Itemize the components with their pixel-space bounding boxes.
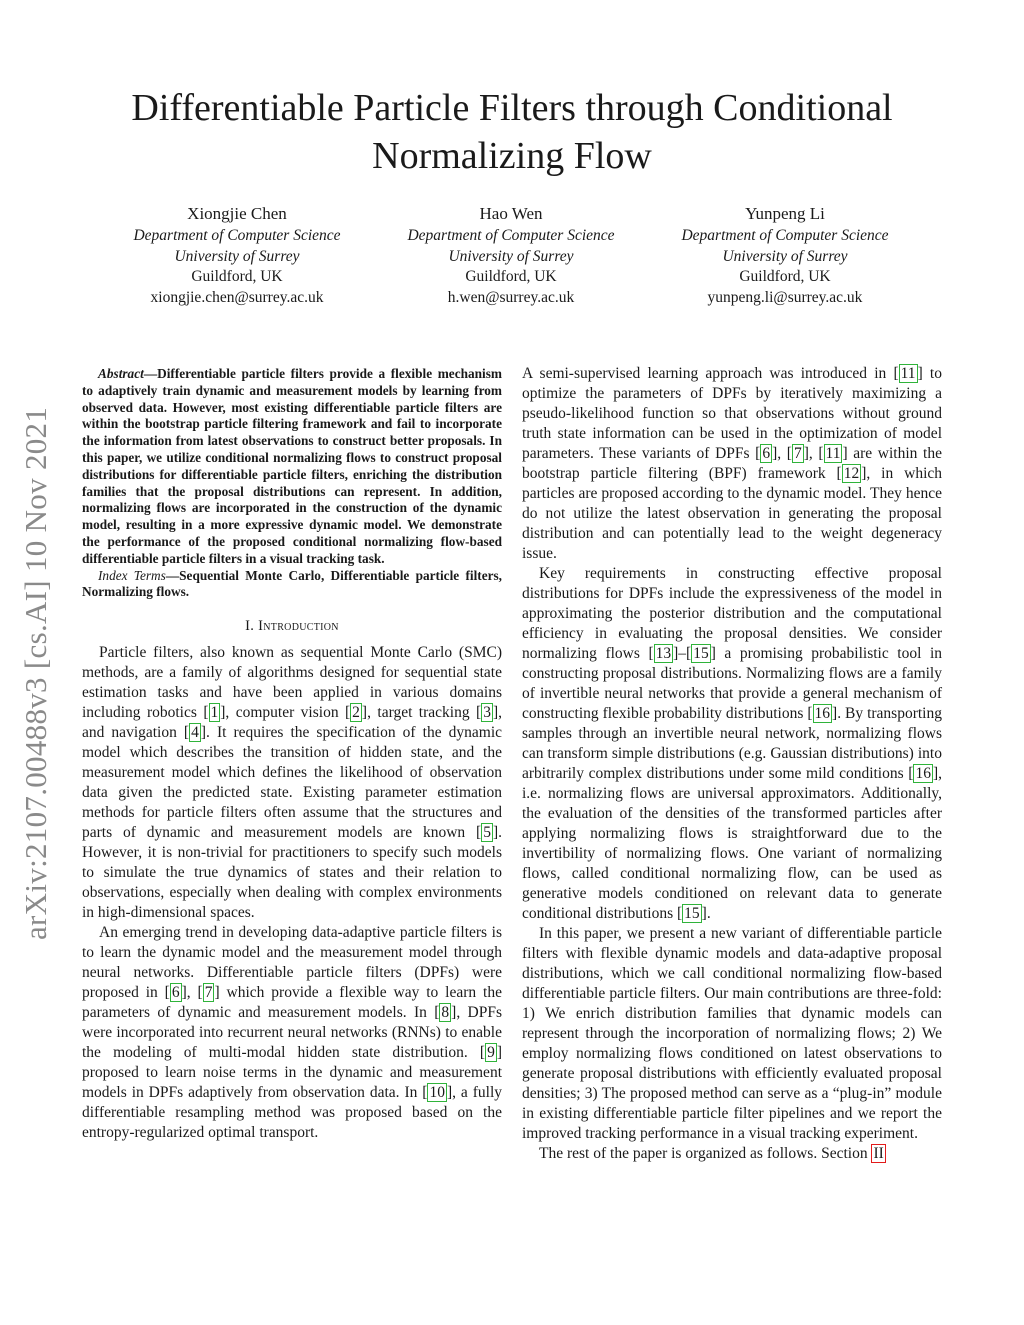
paragraph bbox=[522, 1144, 942, 1164]
author-email: yunpeng.li@surrey.ac.uk bbox=[707, 288, 863, 306]
text-run: to optimize the parameters of DPFs by iteratively maximizing a pseudo-likelihood function so that observations without ground truth state information can be used in the optimization of model parameters. These variants of DPFs bbox=[522, 365, 942, 462]
author-name: Yunpeng Li bbox=[745, 204, 825, 223]
text-run: In this paper, we present a new variant of differentiable particle filters with flexible dynamic models and data-adaptive proposal distributions, which we call conditional normalizing flow-based differentiable particle filters. Our main contributions are three-fold: 1) We enrich distribution families that dynamic models can represent through the incorporation of normalizing flows; 2) We employ normalizing flows conditioned on latest observations to generate proposal distributions with efficiently evaluated proposal densities; 3) The proposed method can serve as a “plug-in” module in existing differentiable particle filter pipelines and we report the improved tracking performance in a visual tracking experiment. bbox=[522, 925, 942, 1142]
text-run: . By transporting samples through an invertible neural network, normalizing flows can transform simple distributions (e.g. Gaussian distributions) into arbitrarily complex distributions under some mild conditions bbox=[522, 705, 942, 782]
author-email: h.wen@surrey.ac.uk bbox=[447, 288, 575, 306]
citation-link[interactable]: 2 bbox=[352, 704, 360, 722]
citation-link[interactable]: 15 bbox=[684, 905, 700, 922]
text-run: proposed to learn noise terms in the dynamic and measurement models in DPFs adaptively from observation data. In bbox=[82, 1064, 502, 1102]
author-dept: Department of Computer Science bbox=[681, 227, 889, 244]
author-name: Xiongjie Chen bbox=[187, 204, 287, 223]
citation-link[interactable]: 9 bbox=[487, 1044, 495, 1062]
citation-link[interactable]: 11 bbox=[900, 365, 916, 382]
paragraph bbox=[522, 924, 942, 1144]
citation-link[interactable]: 15 bbox=[693, 645, 709, 662]
author-dept: Department of Computer Science bbox=[133, 227, 341, 244]
author-name: Hao Wen bbox=[479, 204, 543, 223]
citation-link[interactable]: 11 bbox=[825, 445, 841, 462]
abstract-label: Abstract bbox=[98, 366, 144, 381]
text-run: . It requires the specification of the dynamic model which describes the transition of hidden state, and the measurement model which defines the likelihood of observation data given the predicted state. Existing parameter estimation methods for particle filters often assume that the structures and parts of dynamic and measurement models are known bbox=[82, 724, 502, 842]
citation-link[interactable]: 6 bbox=[171, 984, 180, 1002]
citation-link[interactable]: 12 bbox=[843, 465, 860, 482]
text-run: , and navigation bbox=[82, 704, 502, 742]
text-run: , in which particles are proposed according to the dynamic model. They hence do not utilize the latest observation in generating the proposal distribution and can potentially lead to the weight degeneracy issue. bbox=[522, 465, 943, 562]
right-column bbox=[522, 364, 942, 1164]
citation-link[interactable]: 1 bbox=[210, 704, 219, 722]
paragraph: A semi-supervised learning approach was introduced in [ 11 ] to optimize the parameters of DPFs by iteratively maximizing a pseudo-likelihood function so that observations without ground truth state information can be used in the optimization of model parameters. These variants of DPFs [ 6 ], [ 7 ], [ 11 ] are within the bootstrap particle filtering (BPF) framework [ 12 ], in which particles are proposed according to the dynamic model. They hence do not utilize the latest observation in generating the proposal distribution and can potentially lead to the weight degeneracy issue. bbox=[522, 365, 943, 562]
index-terms-text: —Sequential Monte Carlo, Differentiable particle filters, Normalizing flows. bbox=[82, 567, 502, 600]
author-city: Guildford, UK bbox=[191, 268, 283, 285]
citation-link[interactable]: 3 bbox=[483, 704, 491, 722]
text-run: . However, it is non-trivial for practitioners to specify such models to simulate the true dynamics of states and their relation to observations, especially when dealing with complex environments in high-dimensional spaces. bbox=[82, 824, 502, 922]
section-title: Introduction bbox=[258, 618, 339, 635]
section-number: I. bbox=[245, 618, 259, 635]
citation-link[interactable]: 13 bbox=[655, 645, 672, 662]
citation-link[interactable]: 8 bbox=[441, 1004, 450, 1022]
text-run: . bbox=[706, 905, 711, 922]
arxiv-stamp: arXiv:2107.00488v3 [cs.AI] 10 Nov 2021 bbox=[18, 406, 53, 940]
citation-link[interactable]: 6 bbox=[762, 445, 771, 462]
author-city: Guildford, UK bbox=[739, 268, 831, 285]
text-run: , bbox=[777, 445, 787, 462]
text-run: a promising probabilistic tool in constructing proposal distributions. Normalizing flows are a family of invertible neural networks that provide a general mechanism of constructing flexible probability distributions bbox=[522, 645, 942, 722]
citation-link[interactable]: 10 bbox=[429, 1084, 445, 1102]
text-run: , a fully differentiable resampling method was proposed based on the entropy-regularized optimal transport. bbox=[82, 1084, 502, 1142]
author-block-3 bbox=[645, 203, 925, 308]
text-run: , computer vision bbox=[225, 704, 345, 722]
text-run: The rest of the paper is organized as follows. Section bbox=[539, 1145, 872, 1162]
author-univ: University of Surrey bbox=[722, 247, 848, 265]
text-run: , i.e. normalizing flows are universal approximators. Additionally, the evaluation of the densities of the transformed particles after applying normalizing flows is straightforward due to the invertibility of normalizing flows. One variant of normalizing flows, called conditional normalizing flow, can be used as generative models conditioned on relevant data to generate conditional distributions bbox=[522, 765, 942, 922]
author-block-1 bbox=[97, 203, 377, 308]
citation-link[interactable]: 16 bbox=[915, 765, 931, 782]
paragraph: Key requirements in constructing effective proposal distributions for DPFs include the expressiveness of the model in approximating the posterior distribution and the computational efficiency in evaluating the proposal densities. We consider normalizing flows [ 13 ]–[ 15 ] a promising probabilistic tool in constructing proposal distributions. Normalizing flows are a family of invertible neural networks that provide a general mechanism of constructing flexible probability distributions [ 16 ]. By transporting samples through an invertible neural network, normalizing flows can transform simple distributions (e.g. Gaussian distributions) into arbitrarily complex distributions under some mild conditions [ 16 ], i.e. normalizing flows are universal approximators. Additionally, the evaluation of the densities of the transformed particles after applying normalizing flows is straightforward due to the invertibility of normalizing flows. One variant of normalizing flows, called conditional normalizing flow, can be used as generative models conditioned on relevant data to generate conditional distributions [ 15 ]. bbox=[522, 565, 942, 922]
paragraph: Particle filters, also known as sequential Monte Carlo (SMC) methods, are a family of algorithms designed for sequential state estimation tasks and have been applied in various domains including robotics [ 1 ], computer vision [ 2 ], target tracking [ 3 ], and navigation [ 4 ]. It requires the specification of the dynamic model which describes the transition of hidden state, and the measurement model which defines the likelihood of observation data given the predicted state. Existing parameter estimation methods for particle filters often assume that the structures and parts of dynamic and measurement models are known [ 5 ]. However, it is non-trivial for practitioners to specify such models to simulate the true dynamics of states and their relation to observations, especially when dealing with complex environments in high-dimensional spaces. bbox=[82, 644, 502, 922]
text-run: , target tracking bbox=[367, 704, 477, 722]
paragraph: An emerging trend in developing data-adaptive particle filters is to learn the dynamic model and the measurement model through neural networks. Differentiable particle filters (DPFs) were proposed in [ 6 ], [ 7 ] which provide a flexible way to learn the parameters of dynamic and measurement models. In [ 8 ], DPFs were incorporated into recurrent neural networks (RNNs) to enable the modeling of multi-modal hidden state distribution. [ 9 ] proposed to learn noise terms in the dynamic and measurement models in DPFs adaptively from observation data. In [ 10 ], a fully differentiable resampling method was proposed based on the entropy-regularized optimal transport. bbox=[82, 924, 503, 1142]
author-univ: University of Surrey bbox=[448, 247, 574, 265]
author-block-2 bbox=[371, 203, 651, 308]
author-email: xiongjie.chen@surrey.ac.uk bbox=[150, 288, 324, 306]
text-run: A semi-supervised learning approach was introduced in bbox=[522, 365, 894, 382]
text-run: An emerging trend in developing data-adaptive particle filters is to learn the dynamic model and the measurement model through neural networks. Differentiable particle filters (DPFs) were proposed in bbox=[82, 924, 502, 1002]
author-dept: Department of Computer Science bbox=[407, 227, 615, 244]
section-heading-introduction bbox=[82, 616, 502, 636]
text-run: , bbox=[808, 445, 819, 462]
left-column bbox=[82, 366, 502, 1143]
author-city: Guildford, UK bbox=[465, 268, 557, 285]
citation-link[interactable]: 7 bbox=[204, 984, 213, 1002]
text-run: Particle filters, also known as sequential Monte Carlo (SMC) methods, are a family of algorithms designed for sequential state estimation tasks and have been applied in various domains including robotics bbox=[82, 644, 502, 722]
text-run: Key requirements in constructing effective proposal distributions for DPFs include the expressiveness of the model in approximating the posterior distribution and the computational efficiency in evaluating the proposal densities. We consider normalizing flows bbox=[522, 565, 942, 662]
citation-link[interactable]: 7 bbox=[793, 445, 802, 462]
index-terms-label: Index Terms bbox=[98, 567, 166, 583]
citation-link[interactable]: 16 bbox=[814, 705, 831, 722]
author-univ: University of Surrey bbox=[174, 247, 300, 265]
paper-title bbox=[90, 84, 934, 180]
section-link[interactable]: II bbox=[873, 1145, 884, 1162]
citation-link[interactable]: 4 bbox=[191, 724, 199, 742]
abstract bbox=[82, 366, 502, 601]
title-line-1: Differentiable Particle Filters through Conditional bbox=[131, 87, 893, 129]
title-line-2: Normalizing Flow bbox=[372, 135, 652, 177]
text-run: – bbox=[678, 645, 687, 662]
abstract-text: —Differentiable particle filters provide a flexible mechanism to adaptively train dynamic and measurement models by learning from observed data. However, most existing differentiable particle filters are within the bootstrap particle filtering framework and fail to incorporate the information from latest observations to construct better proposals. In this paper, we utilize conditional normalizing flows to construct proposal distributions for differentiable particle filters, enriching the distribution families that the proposal distributions can represent. In addition, normalizing flows are incorporated in the construction of the dynamic model, resulting in a more expressive dynamic model. We demonstrate the performance of the proposed conditional normalizing flow-based differentiable particle filters in a visual tracking task. bbox=[82, 366, 502, 566]
text-run: , DPFs were incorporated into recurrent neural networks (RNNs) to enable the modeling of multi-modal hidden state distribution. bbox=[82, 1004, 503, 1062]
text-run: are within the bootstrap particle filtering (BPF) framework bbox=[522, 445, 942, 482]
citation-link[interactable]: 5 bbox=[483, 824, 491, 842]
text-run: , bbox=[186, 984, 198, 1002]
text-run: which provide a flexible way to learn the parameters of dynamic and measurement models. In bbox=[82, 984, 502, 1022]
